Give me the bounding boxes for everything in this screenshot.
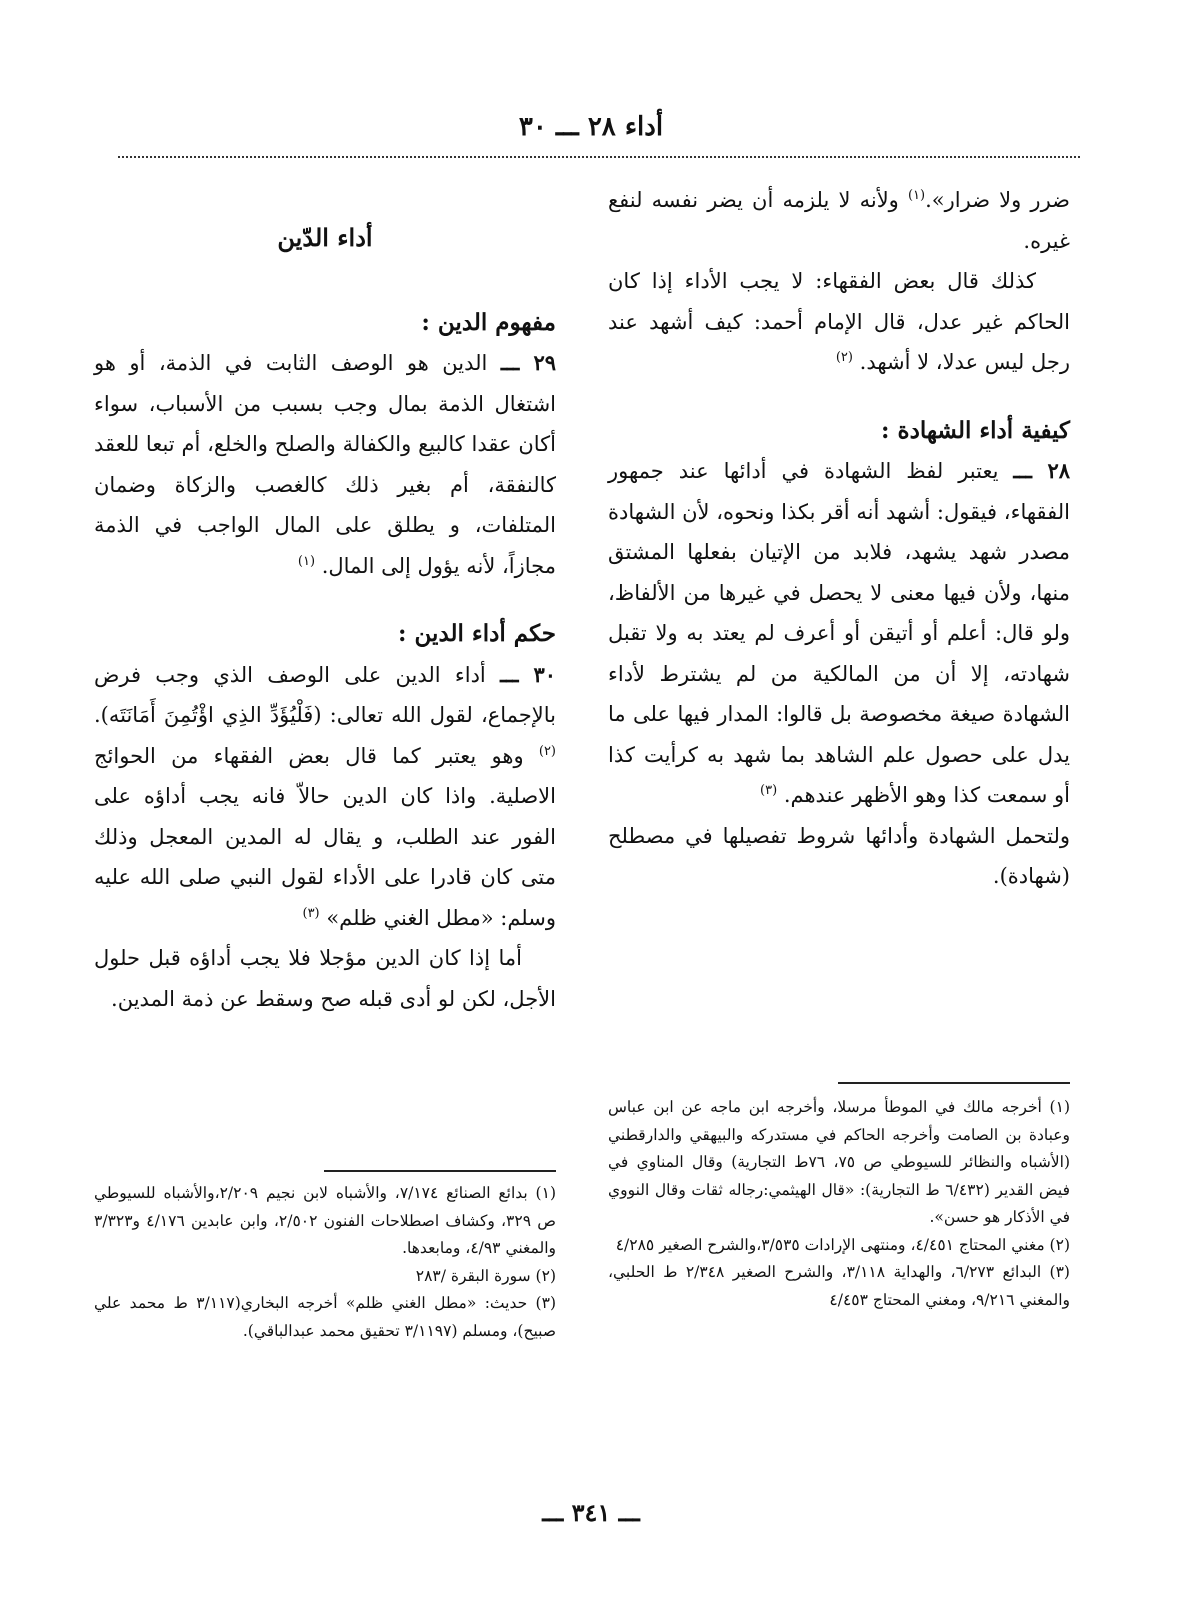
footnote: (٢) سورة البقرة /٢٨٣ bbox=[415, 1266, 556, 1285]
section-heading-testimony: كيفية أداء الشهادة : bbox=[881, 416, 1070, 444]
footnote-marker: (١) bbox=[297, 553, 316, 569]
para-text: أداء الدين على الوصف الذي وجب فرض بالإجماع، لقول الله تعالى: (فَلْيُؤَدِّ الذِي اؤْتُمِنَ أَمَانَتَه). bbox=[94, 662, 556, 727]
section-heading-concept: مفهوم الدين : bbox=[421, 308, 556, 336]
paragraph-28 bbox=[608, 451, 1070, 816]
para-text: وهو يعتبر كما قال بعض الفقهاء من الحوائج الاصلية. واذا كان الدين حالاّ فانه يجب أداؤه على الفور عند الطلب، و يقال له المدين المعجل وذلك متى كان قادرا على الأداء لقول النبي صلى الله عليه وسلم: «مطل الغني ظلم» bbox=[94, 743, 556, 930]
para-text: الدين هو الوصف الثابت في الذمة، أو هو اشتغال الذمة بمال وجب بسبب من الأسباب، سواء أكان عقدا كالبيع والكفالة والصلح والخلع، أم تبعا للعقد كالنفقة، أم بغير ذلك كالغصب والزكاة وضمان المتلفات، و يطلق على المال الواجب في الذمة مجازاً، لأنه يؤول إلى المال. bbox=[94, 351, 556, 578]
footnote: (١) بدائع الصنائع ٧/١٧٤، والأشباه لابن نجيم ٢/٢٠٩،والأشباه للسيوطي ص ٣٢٩، وكشاف اصطلاحات الفنون ٢/٥٠٢، وابن عابدين ٤/١٧٦ و٣/٣٢٣ والمغني ٤/٩٣، ومابعدها. bbox=[94, 1184, 556, 1257]
header-dotted-rule bbox=[118, 156, 1080, 158]
running-header: أداء ٢٨ ـــ ٣٠ bbox=[518, 112, 664, 142]
paragraph-cross-ref: ولتحمل الشهادة وأدائها شروط تفصيلها في مصطلح (شهادة). bbox=[608, 823, 1070, 888]
footnote-marker: (٢) bbox=[835, 350, 853, 365]
paragraph-deferred-debt: أما إذا كان الدين مؤجلا فلا يجب أداؤه قبل حلول الأجل، لكن لو أدى قبله صح وسقط عن ذمة المدين. bbox=[94, 946, 556, 1011]
section-number: ٣٠ ـــ bbox=[500, 661, 557, 687]
page-number: ـــ ٣٤١ ـــ bbox=[542, 1498, 640, 1527]
para-text: ضرر ولا ضرار». bbox=[925, 188, 1070, 212]
left-column bbox=[94, 218, 556, 1019]
footnote: (٢) مغني المحتاج ٤/٤٥١، ومنتهى الإرادات ٣/٥٣٥،والشرح الصغير ٤/٢٨٥ bbox=[615, 1235, 1070, 1254]
para-text: كذلك قال بعض الفقهاء: لا يجب الأداء إذا كان الحاكم غير عدل، قال الإمام أحمد: كيف أشهد عند رجل ليس عدلا، لا أشهد. bbox=[608, 269, 1070, 374]
paragraph-continuation bbox=[608, 180, 1070, 261]
section-number: ٢٩ ـــ bbox=[500, 350, 556, 375]
para-text: يعتبر لفظ الشهادة في أدائها عند جمهور الفقهاء، فيقول: أشهد أنه أقر بكذا ونحوه، لأن الشهادة مصدر شهد يشهد، فلابد من الإتيان بفعلها المشتق منها، ولأن فيها معنى لا يحصل في غيرها من الألفاظ، ولو قال: أعلم أو أتيقن أو أعرف لم يعتد به ولا تقبل شهادته، إلا أن من المالكية من لم يشترط لأداء الشهادة صيغة مخصوصة بل قالوا: المدار فيها على ما يدل على حصول علم الشاهد بما شهد به كرأيت كذا أو سمعت كذا وهو الأظهر عندهم. bbox=[608, 459, 1070, 807]
paragraph-29 bbox=[94, 343, 556, 586]
footnote: (٣) حديث: «مطل الغني ظلم» أخرجه البخاري(٣/١١٧ ط محمد علي صبيح)، ومسلم (٣/١١٩٧ تحقيق محمد عبدالباقي). bbox=[94, 1294, 556, 1340]
right-column bbox=[608, 180, 1070, 897]
para-text: ولأنه لا يلزمه أن يضر نفسه لنفع غيره. bbox=[608, 188, 1070, 253]
paragraph-judge bbox=[608, 261, 1070, 383]
footnote: (٣) البدائع ٦/٢٧٣، والهداية ٣/١١٨، والشرح الصغير ٢/٣٤٨ ط الحلبي، والمغني ٩/٢١٦، ومغني المحتاج ٤/٤٥٣ bbox=[608, 1263, 1070, 1309]
footnote-marker: (٣) bbox=[302, 905, 320, 921]
footnote: (١) أخرجه مالك في الموطأ مرسلا، وأخرجه ابن ماجه عن ابن عباس وعبادة بن الصامت وأخرجه الحاكم في مستدركه والبيهقي والدارقطني (الأشباه والنظائر للسيوطي ص ٧٥، ٧٦ط التجارية) وقال المناوي في فيض القدير (٦/٤٣٢ ط التجارية): «قال الهيثمي:رجاله ثقات وقال النووي في الأذكار هو حسن». bbox=[608, 1098, 1071, 1226]
footnote-marker: (٣) bbox=[760, 783, 778, 798]
section-number: ٢٨ ـــ bbox=[1013, 458, 1070, 483]
footnotes-left bbox=[94, 1180, 556, 1345]
paragraph-30 bbox=[94, 655, 556, 939]
footnotes-right bbox=[608, 1094, 1070, 1314]
footnote-marker: (٢) bbox=[538, 743, 556, 759]
footnote-rule-right bbox=[838, 1082, 1070, 1084]
footnote-marker: (١) bbox=[907, 188, 926, 203]
article-title: أداء الدّين bbox=[277, 223, 373, 252]
section-heading-ruling: حكم أداء الدين : bbox=[398, 620, 556, 647]
footnote-rule-left bbox=[324, 1170, 556, 1172]
